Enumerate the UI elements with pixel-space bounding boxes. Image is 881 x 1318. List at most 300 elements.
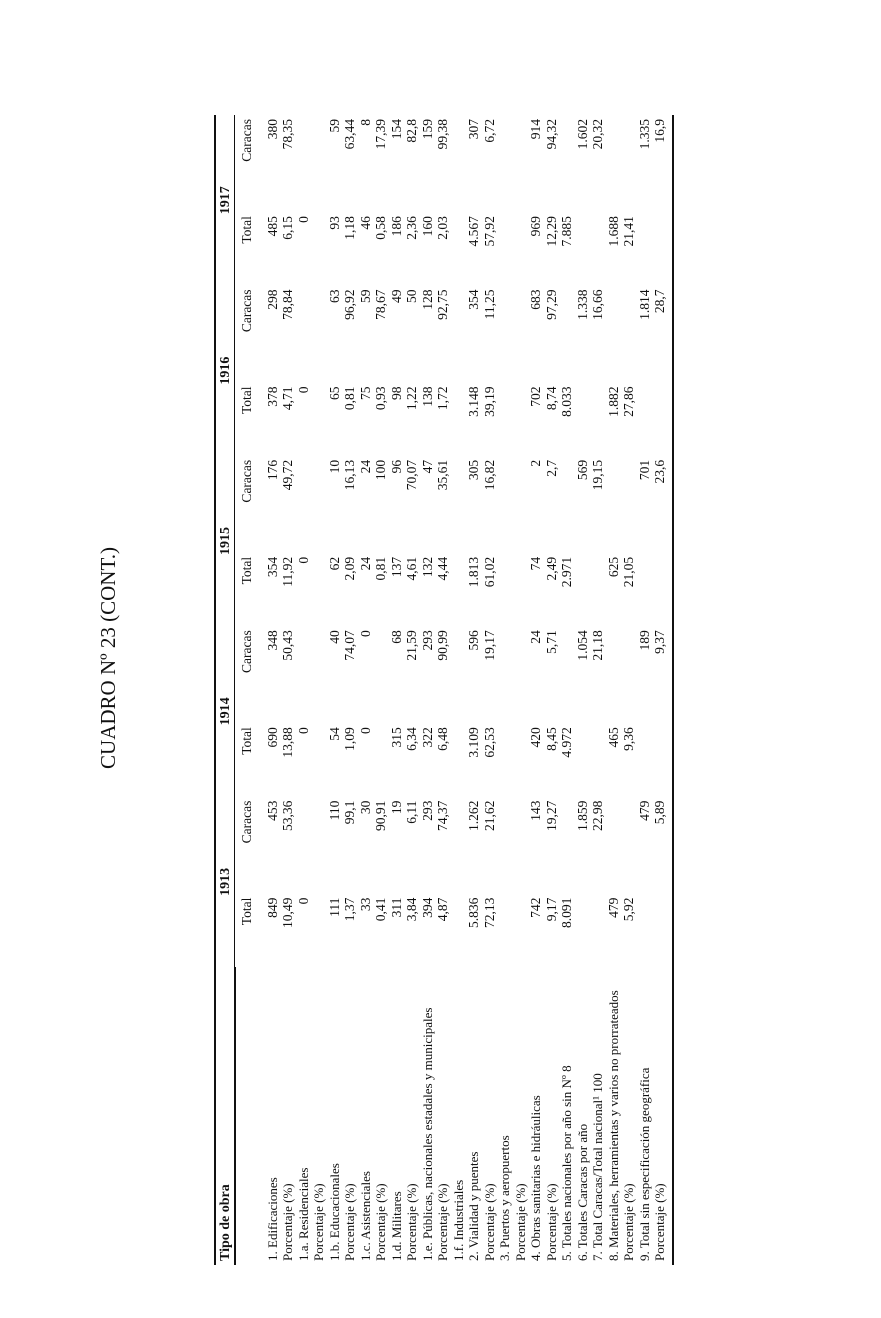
cell-total: 7.885: [559, 216, 574, 247]
cell-total: 5.836: [466, 897, 481, 928]
cell-caracas: [311, 285, 327, 382]
cell-caracas: 49: [388, 289, 404, 303]
table-title-wrap: [88, 547, 128, 769]
cell-caracas: [451, 456, 467, 553]
cell-caracas: 683: [528, 289, 543, 310]
cell-caracas: [606, 797, 622, 894]
subheader-total: Total: [239, 556, 254, 585]
cell-caracas: 479: [636, 800, 652, 821]
cell-caracas: 159: [419, 119, 435, 140]
subheader-caracas: Caracas: [239, 800, 254, 844]
table-row: [342, 115, 358, 1265]
cell-total: [575, 553, 591, 626]
cell-total: [451, 894, 467, 967]
table-row: [466, 115, 482, 1265]
cell-caracas: [296, 115, 312, 212]
subheader-total: Total: [239, 216, 254, 244]
cell-total: [652, 723, 673, 796]
cell-total: [311, 723, 327, 796]
cell-total: 21,05: [621, 556, 636, 588]
cell-total: 690: [264, 727, 280, 748]
cell-total: 39,19: [481, 386, 497, 417]
cell-caracas: 78,84: [280, 289, 295, 320]
subheader-total: Total: [239, 386, 254, 415]
cell-caracas: 82,8: [404, 119, 419, 143]
cell-total: 1,18: [342, 216, 357, 240]
cell-caracas: 23,6: [652, 456, 673, 553]
cell-total: 0: [295, 556, 311, 564]
cell-caracas: [513, 115, 529, 212]
cell-caracas: 380: [264, 119, 280, 140]
row-label: 2. Vialidad y puentes: [466, 1151, 481, 1261]
cell-caracas: 5,89: [652, 797, 673, 894]
cell-caracas: [497, 797, 513, 894]
cell-caracas: 19,27: [543, 800, 559, 831]
cell-caracas: 16,82: [481, 459, 497, 491]
cell-total: 4,71: [280, 386, 295, 411]
cell-total: [590, 553, 606, 626]
cell-total: 1.882: [605, 386, 621, 417]
cell-caracas: 22,98: [590, 800, 605, 831]
cell-total: [497, 723, 513, 796]
subheader-caracas: Caracas: [239, 630, 254, 673]
cell-total: 2,36: [404, 216, 419, 240]
cell-caracas: 99,1: [342, 800, 357, 825]
cell-total: [373, 723, 389, 796]
cell-total: [637, 553, 653, 626]
cell-total: 62: [326, 556, 342, 571]
cell-caracas: [311, 456, 327, 553]
cell-total: [637, 723, 653, 796]
cell-caracas: [559, 456, 575, 553]
table-row: [327, 115, 343, 1265]
table-row: [497, 115, 513, 1265]
cell-total: [497, 894, 513, 967]
cell-total: 969: [528, 216, 543, 237]
cell-total: 0: [357, 727, 373, 734]
cell-total: 9,36: [621, 727, 636, 751]
row-label: Porcentaje (%): [342, 1183, 357, 1261]
cell-total: [513, 212, 529, 285]
cell-caracas: 453: [264, 800, 280, 821]
cell-caracas: 21,18: [590, 630, 605, 661]
cell-caracas: [559, 285, 575, 382]
cell-caracas: 5,71: [543, 630, 559, 654]
cell-total: 62,53: [481, 727, 497, 758]
cell-caracas: 78,67: [373, 289, 388, 320]
cell-total: [575, 894, 591, 967]
cell-caracas: 90,91: [373, 800, 388, 831]
cell-total: 138: [419, 386, 435, 407]
cell-caracas: 2,7: [543, 459, 559, 477]
cell-total: [637, 382, 653, 455]
row-label: Porcentaje (%): [543, 1183, 559, 1261]
cell-caracas: 17,39: [373, 119, 388, 150]
cell-total: 75: [357, 386, 373, 400]
cell-total: 485: [264, 216, 280, 237]
cell-caracas: 348: [264, 630, 280, 651]
cell-total: 27,86: [621, 386, 636, 417]
cell-caracas: 24: [528, 630, 543, 644]
cell-total: 315: [388, 727, 404, 748]
cell-total: [497, 553, 513, 626]
cell-total: [575, 212, 591, 285]
cell-total: 394: [419, 897, 435, 918]
cell-caracas: [559, 626, 575, 723]
table-row: [389, 115, 405, 1265]
cell-total: 8.091: [559, 897, 574, 928]
cell-caracas: [621, 626, 637, 723]
row-label: Porcentaje (%): [512, 1183, 528, 1261]
table-row: [482, 115, 498, 1265]
cell-caracas: 21,62: [481, 800, 497, 831]
table-row: [606, 115, 622, 1265]
cell-caracas: 53,36: [280, 800, 295, 831]
cell-caracas: 596: [466, 630, 481, 651]
cell-total: 0,81: [373, 556, 388, 581]
cell-caracas: 293: [419, 630, 435, 651]
cell-total: 1.813: [466, 556, 481, 588]
table-row: [296, 115, 312, 1265]
cell-total: 33: [357, 897, 373, 912]
row-label: 4. Obras sanitarias e hidráulicas: [528, 1095, 543, 1261]
cell-total: [575, 382, 591, 455]
cell-total: 93: [326, 216, 342, 230]
cell-total: [451, 212, 467, 285]
cell-caracas: 47: [419, 459, 435, 474]
cell-caracas: [311, 626, 327, 723]
cell-caracas: 1.814: [636, 289, 652, 320]
cell-total: [637, 894, 653, 967]
cell-total: 0,41: [373, 897, 388, 922]
cell-total: 54: [326, 727, 342, 741]
cell-caracas: 6,72: [481, 119, 497, 143]
table-row: [373, 115, 389, 1265]
cell-total: 0: [295, 216, 311, 223]
cell-caracas: [497, 456, 513, 553]
cell-total: 3,84: [404, 897, 419, 922]
cell-caracas: 99,38: [435, 119, 450, 150]
cell-caracas: 143: [528, 800, 543, 821]
row-label: 9. Total sin especificación geográfica: [636, 1067, 652, 1261]
cell-caracas: 97,29: [543, 289, 559, 320]
cell-caracas: 354: [466, 289, 481, 310]
cell-total: 2,09: [342, 556, 357, 581]
data-table: [214, 115, 674, 1265]
cell-caracas: 28,7: [652, 285, 673, 382]
cell-total: 61,02: [481, 556, 497, 588]
cell-total: 702: [528, 386, 543, 407]
cell-caracas: 305: [466, 459, 481, 481]
cell-caracas: 110: [326, 800, 342, 821]
cell-total: 46: [357, 216, 373, 230]
table-row: [420, 115, 436, 1265]
row-label: 8. Materiales, herramientas y varios no prorrateados: [605, 990, 621, 1261]
table-row: [280, 115, 296, 1265]
cell-total: [575, 723, 591, 796]
cell-caracas: [621, 115, 637, 212]
cell-total: [311, 382, 327, 455]
cell-caracas: [513, 626, 529, 723]
spacer-row: [255, 115, 265, 1265]
table-row: [575, 115, 591, 1265]
cell-caracas: [497, 115, 513, 212]
cell-caracas: 96,92: [342, 289, 357, 320]
row-label: 1.e. Públicas, nacionales estadales y municipales: [419, 1007, 435, 1261]
table-row: [528, 115, 544, 1265]
cell-caracas: 16,13: [342, 459, 357, 491]
cell-caracas: [497, 626, 513, 723]
cell-caracas: [621, 285, 637, 382]
cell-total: 24: [357, 556, 373, 571]
cell-caracas: 68: [388, 630, 404, 644]
row-label: 1.d. Militares: [388, 1191, 404, 1261]
cell-caracas: 0: [357, 630, 373, 637]
cell-caracas: 59: [326, 119, 342, 133]
cell-caracas: 11,25: [481, 289, 497, 320]
cell-total: [451, 553, 467, 626]
cell-total: 322: [419, 727, 435, 748]
row-label: Porcentaje (%): [652, 967, 673, 1265]
cell-caracas: 298: [264, 289, 280, 310]
cell-total: 160: [419, 216, 435, 237]
cell-caracas: [311, 115, 327, 212]
cell-caracas: 74,37: [435, 800, 450, 831]
cell-caracas: 128: [419, 289, 435, 310]
cell-total: 98: [388, 386, 404, 400]
cell-total: 4.972: [559, 727, 574, 758]
cell-total: [590, 723, 606, 796]
cell-caracas: 92,75: [435, 289, 450, 320]
cell-total: 742: [528, 897, 543, 918]
cell-total: 111: [326, 897, 342, 917]
cell-caracas: 2: [528, 459, 543, 467]
cell-total: 74: [528, 556, 543, 571]
cell-caracas: 10: [326, 459, 342, 474]
cell-total: 625: [605, 556, 621, 578]
cell-caracas: [451, 115, 467, 212]
table-row: [652, 115, 673, 1265]
row-label: 1.b. Educacionales: [326, 1163, 342, 1261]
cell-total: 8,45: [543, 727, 559, 751]
table-row: [311, 115, 327, 1265]
subheader-row: [235, 115, 255, 1265]
row-label: 1. Edificaciones: [264, 1177, 280, 1261]
cell-caracas: 35,61: [435, 459, 450, 491]
cell-total: 2.971: [559, 556, 574, 588]
cell-total: 1.688: [605, 216, 621, 247]
cell-total: 12,29: [543, 216, 559, 247]
cell-total: 0,93: [373, 386, 388, 411]
cell-caracas: 1.602: [574, 119, 590, 150]
cell-caracas: 1.338: [574, 289, 590, 320]
table-row: [435, 115, 451, 1265]
cell-caracas: [296, 797, 312, 894]
cell-caracas: [451, 285, 467, 382]
subheader-caracas: Caracas: [239, 289, 254, 333]
cell-caracas: 20,32: [590, 119, 605, 150]
cell-caracas: 16,66: [590, 289, 605, 320]
cell-caracas: 78,35: [280, 119, 295, 150]
cell-caracas: 8: [357, 119, 373, 126]
column-header-tipo-de-obra: Tipo de obra: [215, 967, 235, 1265]
subheader-spacer: [235, 967, 255, 1265]
cell-caracas: [296, 456, 312, 553]
cell-total: 13,88: [280, 727, 295, 758]
cell-caracas: 19: [388, 800, 404, 815]
cell-caracas: [513, 285, 529, 382]
cell-total: 479: [605, 897, 621, 918]
cell-total: [590, 894, 606, 967]
row-label: Porcentaje (%): [481, 1183, 497, 1261]
cell-caracas: 914: [528, 119, 543, 140]
cell-total: 1,22: [404, 386, 419, 411]
cell-total: [497, 212, 513, 285]
table-row: [451, 115, 467, 1265]
cell-caracas: 16,9: [652, 115, 673, 212]
cell-total: 0: [295, 897, 311, 905]
cell-total: [311, 894, 327, 967]
cell-caracas: 19,17: [481, 630, 497, 661]
cell-caracas: [513, 797, 529, 894]
cell-caracas: 90,99: [435, 630, 450, 661]
cell-caracas: 63: [326, 289, 342, 303]
year-header-row: [215, 115, 235, 1265]
subheader-caracas: Caracas: [239, 119, 254, 162]
cell-caracas: 50: [404, 289, 419, 303]
cell-total: 8,74: [543, 386, 559, 411]
cell-total: 0,58: [373, 216, 388, 240]
cell-caracas: [497, 285, 513, 382]
cell-total: 2,03: [435, 216, 450, 240]
row-label: 3. Puertos y aeropuertos: [497, 1135, 512, 1261]
table-row: [590, 115, 606, 1265]
cell-caracas: 307: [466, 119, 481, 140]
cell-total: [652, 553, 673, 626]
cell-total: [451, 382, 467, 455]
cell-caracas: 50,43: [280, 630, 295, 661]
row-label: 6. Totales Caracas por año: [574, 1123, 590, 1261]
cell-caracas: [606, 626, 622, 723]
cell-caracas: [311, 797, 327, 894]
cell-total: [652, 212, 673, 285]
cell-total: 1,09: [342, 727, 357, 751]
cell-total: [513, 894, 529, 967]
cell-total: 420: [528, 727, 543, 748]
cell-total: 0: [295, 386, 311, 394]
row-label: 1.f. Industriales: [450, 1179, 466, 1261]
cell-total: 4.567: [466, 216, 481, 247]
table-row: [559, 115, 575, 1265]
cell-caracas: 189: [636, 630, 652, 651]
cell-caracas: [621, 797, 637, 894]
table-body: [265, 115, 673, 1265]
cell-total: [513, 553, 529, 626]
cell-total: 2,49: [543, 556, 559, 581]
cell-total: 5,92: [621, 897, 636, 922]
cell-caracas: [559, 797, 575, 894]
cell-total: 8.033: [559, 386, 574, 417]
cell-caracas: 63,44: [342, 119, 357, 150]
row-label: 7. Total Caracas/Total nacional¹ 100: [590, 1073, 605, 1261]
cell-total: 311: [388, 897, 404, 918]
cell-total: 465: [605, 727, 621, 748]
cell-total: 132: [419, 556, 435, 578]
cell-caracas: [296, 626, 312, 723]
cell-caracas: 24: [357, 459, 373, 474]
cell-caracas: 1.054: [574, 630, 590, 661]
cell-total: 57,92: [481, 216, 497, 247]
row-label: Porcentaje (%): [435, 1183, 450, 1261]
cell-caracas: [296, 285, 312, 382]
rotated-table-container: [214, 115, 754, 1265]
cell-total: 1,37: [342, 897, 357, 922]
cell-total: 9,17: [543, 897, 559, 922]
cell-caracas: 293: [419, 800, 435, 821]
table-title: CUADRO Nº 23 (CONT.): [96, 547, 120, 769]
cell-total: [513, 382, 529, 455]
subheader-total: Total: [239, 727, 254, 755]
row-label: Porcentaje (%): [311, 1183, 326, 1261]
cell-caracas: 9,37: [652, 626, 673, 723]
cell-total: 354: [264, 556, 280, 578]
year-header: 1915: [215, 456, 235, 626]
cell-caracas: 100: [373, 459, 388, 481]
cell-caracas: 40: [326, 630, 342, 644]
cell-caracas: 70,07: [404, 459, 419, 491]
year-header: 1914: [215, 626, 235, 796]
cell-caracas: [513, 456, 529, 553]
table-head: [215, 115, 265, 1265]
cell-caracas: 96: [388, 459, 404, 474]
cell-caracas: 701: [636, 459, 652, 481]
cell-total: [637, 212, 653, 285]
cell-caracas: [606, 115, 622, 212]
cell-caracas: 154: [388, 119, 404, 140]
cell-total: 6,48: [435, 727, 450, 751]
cell-total: 3.148: [466, 386, 481, 417]
year-header: 1913: [215, 797, 235, 967]
cell-total: 4,61: [404, 556, 419, 581]
cell-caracas: 176: [264, 459, 280, 481]
cell-total: [652, 382, 673, 455]
cell-total: 11,92: [280, 556, 295, 587]
cell-caracas: 30: [357, 800, 373, 815]
cell-caracas: 49,72: [280, 459, 295, 491]
cell-total: 10,49: [280, 897, 295, 928]
cell-caracas: 6,11: [404, 800, 419, 824]
table-row: [637, 115, 653, 1265]
cell-total: 4,87: [435, 897, 450, 922]
cell-caracas: 1.262: [466, 800, 481, 831]
cell-total: 6,34: [404, 727, 419, 751]
row-label: 1.a. Residenciales: [295, 1167, 311, 1261]
cell-caracas: [621, 456, 637, 553]
cell-caracas: [373, 626, 389, 723]
cell-total: 3.109: [466, 727, 481, 758]
subheader-total: Total: [239, 897, 254, 926]
cell-caracas: 1.335: [636, 119, 652, 150]
cell-caracas: [606, 285, 622, 382]
cell-total: [497, 382, 513, 455]
row-label: Porcentaje (%): [280, 1183, 295, 1261]
cell-caracas: [451, 797, 467, 894]
cell-total: [652, 894, 673, 967]
table-row: [265, 115, 281, 1265]
cell-caracas: 59: [357, 289, 373, 303]
row-label: Porcentaje (%): [621, 1183, 636, 1261]
cell-total: [311, 212, 327, 285]
